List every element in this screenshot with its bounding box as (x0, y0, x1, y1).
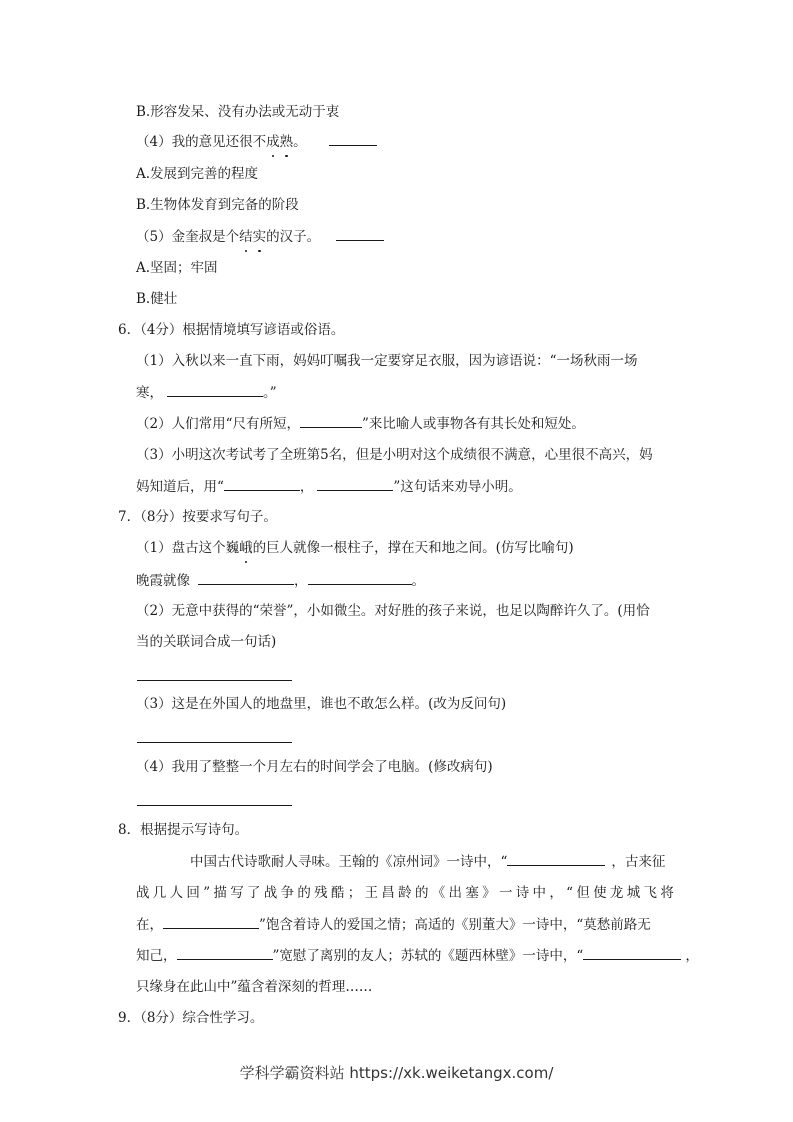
answer-blank[interactable] (329, 131, 377, 146)
q8-line2-char: 的 (414, 885, 429, 901)
q5-sentence-4 (136, 131, 377, 152)
q8-line2-char: 诗 (515, 885, 530, 901)
q8-line2-char: 描 (213, 885, 227, 901)
q8-line2-char: 酷 (330, 885, 345, 901)
q6-s1-line1: （1）入秋以来一直下雨，妈妈叮嘱我一定要穿足衣服，因为谚语说：“一场秋雨一场 (136, 353, 638, 369)
q8-text: 在， (136, 917, 163, 933)
q6-s3-line2 (136, 476, 522, 497)
q8-line2-char: 将 (660, 885, 674, 901)
emphasis-dot-char: 结 (239, 229, 253, 245)
q8-line1 (190, 851, 665, 872)
q8-line2-char: 城 (626, 885, 641, 901)
q8-line2-char: 争 (280, 885, 295, 901)
q8-line2-char: 塞 (465, 885, 479, 901)
answer-blank[interactable] (163, 914, 259, 929)
q6-s3-comma: ， (299, 479, 314, 495)
q8-line2-char: “ (566, 885, 574, 901)
footer-watermark: 学科学霸资料站 https://xk.weiketangx.com/ (239, 1064, 554, 1082)
q8-line5: 只缘身在此山中”蕴含着深刻的哲理…… (136, 979, 373, 995)
emphasis-dot-char: 熟 (279, 134, 294, 150)
q8-line2-char: 《 (431, 885, 446, 901)
q8-line2-char: 写 (230, 885, 244, 901)
q8-line2-char: 出 (448, 885, 463, 901)
q6-s1-line2 (136, 382, 277, 403)
q8-text-end: ， (685, 948, 699, 964)
q8-line2-char: ， (549, 885, 563, 901)
q7-s2-line1: （2）无意中获得的“荣誉”，小如微尘。对好胜的孩子来说，也足以陶醉许久了。(用恰 (136, 603, 650, 619)
q8-line2-char: 残 (314, 885, 328, 901)
emphasis-dot-char: 实 (252, 229, 267, 245)
q8-line3 (136, 914, 651, 935)
q5-option-4a: A.发展到完善的程度 (136, 166, 259, 182)
q7-s4: （4）我用了整整一个月左右的时间学会了电脑。(修改病句) (136, 759, 493, 775)
q8-line2-char: 的 (297, 885, 311, 901)
q5-option-5a: A.坚固；牢固 (136, 260, 218, 276)
answer-blank[interactable] (336, 226, 384, 241)
answer-blank[interactable] (583, 945, 681, 960)
q7-s1-comma: ， (294, 573, 308, 589)
q8-line2-char: 中 (532, 885, 547, 901)
q5-s4-text: （4）我的意见还很不 (136, 134, 267, 150)
q7-s1-period: 。 (411, 573, 425, 589)
answer-blank[interactable] (317, 476, 393, 491)
q8-text: 知己， (136, 948, 177, 964)
answer-blank[interactable] (224, 476, 300, 491)
answer-line[interactable] (137, 805, 292, 806)
q6-title: 6．（4分）根据情境填写谚语或俗语。 (118, 322, 345, 338)
q6-s2 (136, 413, 585, 434)
q6-s1-text-end: 。” (263, 385, 277, 401)
q7-title: 7．（8分）按要求写句子。 (118, 509, 277, 525)
q8-line2-char: 昌 (381, 885, 395, 901)
q8-line2-char: 使 (593, 885, 607, 901)
q8-title: 8．根据提示写诗句。 (118, 822, 249, 838)
q8-line2-char: 龙 (609, 885, 624, 901)
answer-line[interactable] (137, 742, 292, 743)
q8-line2-char: 飞 (643, 885, 658, 901)
q8-line2-justified (136, 883, 674, 903)
answer-blank[interactable] (507, 851, 605, 866)
q6-s1-text: 寒， (136, 385, 163, 401)
q5-option-4b: B.生物体发育到完备的阶段 (136, 197, 299, 213)
q8-line2-char: 人 (169, 885, 184, 901)
q6-s3-text-end: ”这句话来劝导小明。 (393, 479, 522, 495)
q8-text-end: ”饱含着诗人的爱国之情；高适的《别董大》一诗中，“莫愁前路无 (259, 917, 651, 933)
q8-line2-char: 王 (364, 885, 379, 901)
q8-text-end: ，古来征 (611, 854, 666, 870)
q8-line2-char: 战 (263, 885, 278, 901)
q6-s2-text: （2）人们常用“尺有所短， (136, 416, 300, 432)
q5-s5-text: （5）金奎叔是个 (136, 229, 240, 245)
q8-line2-char: 一 (498, 885, 513, 901)
q6-s3-line1: （3）小明这次考试考了全班第5名，但是小明对这个成绩很不满意，心里很不高兴，妈 (136, 447, 653, 463)
answer-blank[interactable] (300, 413, 362, 428)
q8-line2-char: ” (203, 885, 211, 901)
q8-line2-char: 几 (152, 885, 167, 901)
q8-line2-char: 但 (576, 885, 590, 901)
q8-line2-char: 》 (482, 885, 496, 901)
q7-s1-answer-text: 晚霞就像 (136, 573, 190, 589)
answer-blank[interactable] (177, 945, 273, 960)
q7-s2-line2: 当的关联词合成一句话) (136, 634, 277, 650)
q7-s1-text-end: 的巨人就像一根柱子，撑在天和地之间。(仿写比喻句) (252, 540, 574, 556)
q5-option-5b: B.健壮 (136, 291, 178, 307)
q7-s1 (136, 538, 574, 558)
answer-blank[interactable] (198, 570, 294, 585)
answer-blank[interactable] (167, 382, 263, 397)
q8-line2-char: ； (347, 885, 362, 901)
emphasis-dot-char: 成 (266, 134, 280, 150)
q6-s3-text: 妈知道后，用“ (136, 479, 224, 495)
q6-s2-text-end: ”来比喻人或事物各有其长处和短处。 (362, 416, 585, 432)
q7-s1-text: （1）盘古这个巍 (136, 540, 240, 556)
emphasis-dot-char: 峨 (239, 540, 253, 556)
answer-blank[interactable] (308, 570, 412, 585)
q8-line2-char: 回 (186, 885, 200, 901)
q5-s4-text-end: 。 (293, 134, 307, 150)
q8-text-mid: ”宽慰了离别的友人；苏轼的《题西林壁》一诗中，“ (272, 948, 584, 964)
q8-line2-char: 战 (136, 885, 150, 901)
q8-line4 (136, 945, 699, 966)
q8-line2-char: 龄 (398, 885, 412, 901)
q7-s1-answer (136, 570, 425, 591)
q7-s3: （3）这是在外国人的地盘里，谁也不敢怎么样。(改为反问句) (136, 696, 507, 712)
q5-s5-text-end: 的汉子。 (266, 229, 321, 245)
q5-option-3b: B.形容发呆、没有办法或无动于衷 (136, 104, 340, 120)
q5-sentence-5 (136, 226, 384, 247)
answer-line[interactable] (137, 680, 292, 681)
q9-title: 9．（8分）综合性学习。 (118, 1010, 264, 1026)
q8-line2-char: 了 (246, 885, 261, 901)
q8-text: 中国古代诗歌耐人寻味。王翰的《凉州词》一诗中，“ (190, 854, 508, 870)
